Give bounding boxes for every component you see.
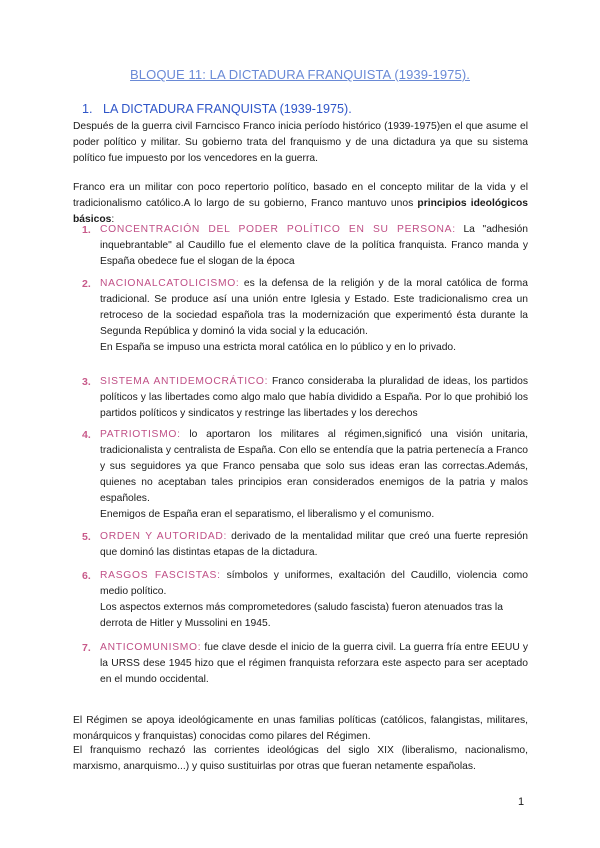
second-paragraph-suffix: : bbox=[111, 214, 115, 225]
section-number: 1. bbox=[82, 102, 93, 116]
principle-number: 7. bbox=[82, 642, 91, 654]
section-heading-text: LA DICTADURA FRANQUISTA (1939-1975). bbox=[103, 102, 352, 116]
second-paragraph bbox=[73, 180, 528, 228]
principle-item-6 bbox=[82, 568, 528, 632]
principle-keyword: CONCENTRACIÓN DEL PODER POLÍTICO EN SU PERSONA: bbox=[100, 224, 456, 235]
principle-text: derivado de la mentalidad militar que creó una fuerte represión que dominó las distintas etapas de la dictadura. bbox=[100, 531, 528, 558]
principle-number: 4. bbox=[82, 429, 91, 441]
principle-extra: Los aspectos externos más comprometedores (saludo fascista) fueron atenuados tras la derrota de Hitler y Mussolini en 1945. bbox=[100, 602, 503, 629]
principle-item-5 bbox=[82, 529, 528, 561]
principle-text: fue clave desde el inicio de la guerra civil. La guerra fría entre EEUU y la URSS dese 1945 hizo que el régimen franquista reforzara este aspecto para ser aceptado en el mundo occidental. bbox=[100, 642, 528, 685]
principle-number: 1. bbox=[82, 224, 91, 236]
principle-keyword: NACIONALCATOLICISMO: bbox=[100, 278, 240, 289]
principle-extra: En España se impuso una estricta moral católica en lo público y en lo privado. bbox=[100, 342, 457, 353]
principle-item-1 bbox=[82, 222, 528, 270]
principle-text: Franco consideraba la pluralidad de ideas, los partidos políticos y las libertades como algo malo que había dividido a España. Por lo que prohibió los partidos políticos y sindicatos y restringe las libertades y los derechos bbox=[100, 376, 528, 419]
principle-number: 2. bbox=[82, 278, 91, 290]
principle-number: 3. bbox=[82, 376, 91, 388]
principle-item-4 bbox=[82, 427, 528, 523]
second-paragraph-text: Franco era un militar con poco repertorio político, basado en el concepto militar de la vida y el tradicionalismo católico.A lo largo de su gobierno, Franco mantuvo unos bbox=[73, 182, 528, 209]
principle-extra: Enemigos de España eran el separatismo, el liberalismo y el comunismo. bbox=[100, 509, 435, 520]
closing-paragraph-1: El Régimen se apoya ideológicamente en unas familias políticas (católicos, falangistas, militares, monárquicos y franquistas) conocidas como pilares del Régimen. bbox=[73, 715, 528, 742]
principle-keyword: PATRIOTISMO: bbox=[100, 429, 181, 440]
document-title: BLOQUE 11: LA DICTADURA FRANQUISTA (1939-1975). bbox=[130, 67, 470, 82]
principle-keyword: RASGOS FASCISTAS: bbox=[100, 570, 221, 581]
principle-text: lo aportaron los militares al régimen,significó una visión unitaria, tradicionalista y centralista de España. Con ello se entendía que la patria pertenecía a Franco y sus seguidores ya que Franco pensaba que solo sus ideas eran las correctas.Además, quienes no aceptaban tales principios eran considerados enemigos de la patria y malos españoles. bbox=[100, 429, 528, 504]
principle-keyword: ORDEN Y AUTORIDAD: bbox=[100, 531, 228, 542]
intro-paragraph: Después de la guerra civil Farncisco Franco inicia período histórico (1939-1975)en el que asume el poder político y militar. Su gobierno trata del franquismo y de una dictadura ya que su sistema político fue impuesto por los vencedores en la guerra. bbox=[73, 121, 528, 164]
principle-keyword: SISTEMA ANTIDEMOCRÁTICO: bbox=[100, 376, 269, 387]
principle-item-3 bbox=[82, 374, 528, 422]
principle-text: es la defensa de la religión y de la moral católica de forma tradicional. Se produce así una unión entre Iglesia y Estado. Este tradicionalismo crea un retroceso de la sociedad española tras la modernización que experimentó ésta durante la Segunda República y dominó la vida social y la educación. bbox=[100, 278, 528, 337]
second-paragraph-bold: principios ideológicos básicos bbox=[73, 198, 528, 225]
section-heading bbox=[82, 102, 352, 116]
principle-number: 6. bbox=[82, 570, 91, 582]
principle-text: símbolos y uniformes, exaltación del Caudillo, violencia como medio político. bbox=[100, 570, 528, 597]
principle-item-7 bbox=[82, 640, 528, 688]
principle-item-2 bbox=[82, 276, 528, 356]
page-number: 1 bbox=[518, 796, 525, 808]
principle-text: La "adhesión inquebrantable" al Caudillo fue el elemento clave de la política franquista. Franco manda y España obedece fue el slogan de la época bbox=[100, 224, 528, 267]
principle-keyword: ANTICOMUNISMO: bbox=[100, 642, 202, 653]
principle-number: 5. bbox=[82, 531, 91, 543]
closing-paragraph-2: El franquismo rechazó las corrientes ideológicas del siglo XIX (liberalismo, nacionalismo, marxismo, anarquismo...) y quiso sustituirlas por otras que fueran netamente españolas. bbox=[73, 745, 528, 772]
